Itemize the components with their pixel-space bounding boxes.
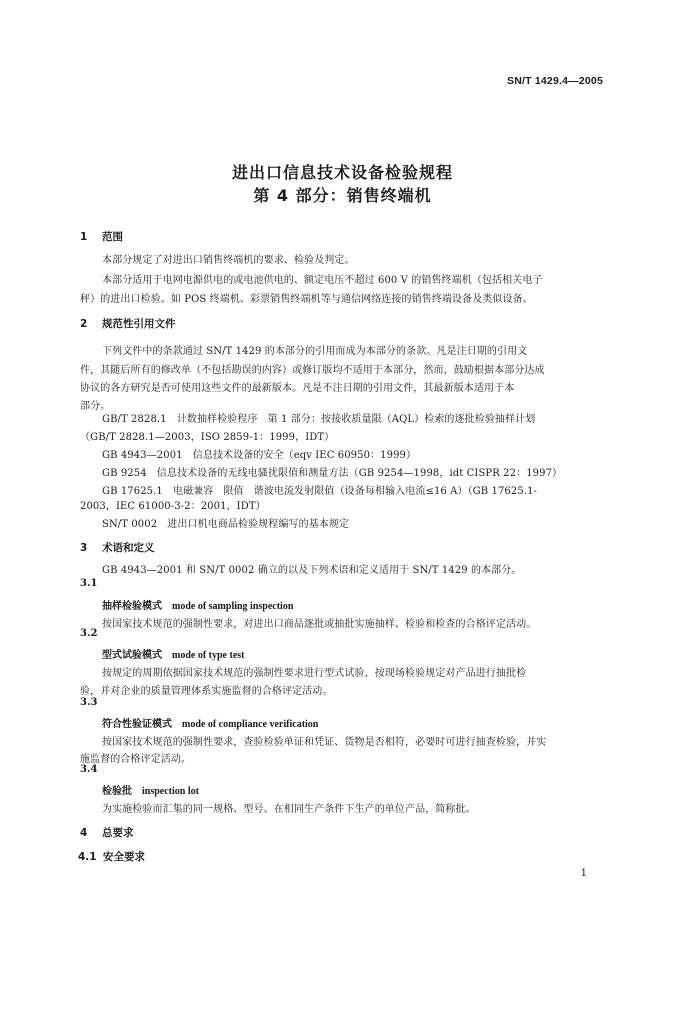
- doc-subtitle: 第 4 部分：销售终端机: [253, 186, 432, 205]
- term-definition: 验，并对企业的质量管理体系实施监督的合格评定活动。: [80, 686, 333, 697]
- paragraph: 协议的各方研究是否可使用这些文件的最新版本。凡是不注日期的引用文件，其最新版本适用于本: [80, 383, 515, 394]
- clause-number: 3.3: [80, 697, 98, 708]
- section-number: 4: [80, 827, 88, 839]
- reference-item: 2003，IEC 61000-3-2：2001，IDT）: [80, 501, 266, 512]
- section-4-heading: [80, 825, 134, 840]
- clause-number: 3.1: [80, 578, 98, 589]
- subsection-4-1-heading: [78, 849, 145, 864]
- term-heading: [102, 646, 244, 661]
- paragraph: 件，其随后所有的修改单（不包括勘误的内容）或修订版均不适用于本部分，然而，鼓励根据本部分达成: [80, 365, 545, 376]
- section-3-heading: [80, 540, 155, 555]
- term-definition: 按规定的周期依据国家技术规范的强制性要求进行型式试验，按现场检验规定对产品进行抽批检: [102, 668, 527, 679]
- term-en: mode of type test: [172, 650, 245, 661]
- section-title: 总要求: [102, 827, 134, 839]
- section-number: 3: [80, 542, 88, 554]
- term-definition: 按国家技术规范的强制性要求，查验检验单证和凭证、货物是否相符，必要时可进行抽查检验，并实: [102, 737, 547, 748]
- term-cn: 符合性验证模式: [102, 719, 172, 730]
- paragraph: 本部分适用于电网电源供电的或电池供电的、额定电压不超过 600 V 的销售终端机（包括相关电子: [102, 275, 543, 286]
- section-title: 规范性引用文件: [102, 318, 176, 330]
- reference-item: （GB/T 2828.1—2003，ISO 2859-1：1999，IDT）: [80, 432, 335, 443]
- section-number: 2: [80, 318, 88, 330]
- term-heading: [102, 597, 293, 612]
- section-1-heading: [80, 229, 123, 244]
- reference-item: GB 17625.1 电磁兼容 限值 谐波电流发射限值（设备每相输入电流≤16 A）（GB 17625.1-: [102, 486, 538, 497]
- term-cn: 抽样检验模式: [102, 601, 162, 612]
- reference-item: SN/T 0002 进出口机电商品检验规程编写的基本规定: [102, 519, 350, 530]
- clause-number: 3.4: [80, 764, 98, 775]
- term-heading: [102, 715, 318, 730]
- term-definition: 施监督的合格评定活动。: [80, 754, 192, 765]
- page-number: 1: [580, 868, 587, 879]
- reference-item: GB 4943—2001 信息技术设备的安全（eqv IEC 60950：1999）: [102, 450, 417, 461]
- section-2-heading: [80, 316, 176, 331]
- section-title: 术语和定义: [102, 542, 155, 554]
- term-definition: 按国家技术规范的强制性要求，对进出口商品逐批或抽批实施抽样、检验和检查的合格评定活动。: [102, 619, 537, 630]
- term-definition: 为实施检验而汇集的同一规格、型号、在相同生产条件下生产的单位产品，简称批。: [102, 804, 476, 815]
- section-number: 1: [80, 231, 88, 243]
- term-heading: [102, 782, 199, 797]
- paragraph: 部分。: [80, 401, 111, 412]
- term-en: mode of sampling inspection: [172, 601, 294, 612]
- paragraph: 下列文件中的条款通过 SN/T 1429 的本部分的引用而成为本部分的条款。凡是注日期的引用文: [102, 346, 528, 357]
- paragraph: 本部分规定了对进出口销售终端机的要求、检验及判定。: [102, 255, 355, 266]
- paragraph: 秤）的进出口检验。如 POS 终端机、彩票销售终端机等与通信网络连接的销售终端设备及类似设备。: [80, 294, 533, 305]
- section-title: 范围: [102, 231, 123, 243]
- term-en: mode of compliance verification: [182, 719, 319, 730]
- subsection-number: 4.1: [78, 851, 97, 863]
- paragraph: GB 4943—2001 和 SN/T 0002 确立的以及下列术语和定义适用于 SN/T 1429 的本部分。: [102, 565, 522, 576]
- doc-title: 进出口信息技术设备检验规程: [231, 163, 453, 182]
- reference-item: GB/T 2828.1 计数抽样检验程序 第 1 部分：按接收质量限（AQL）检索的逐批检验抽样计划: [102, 414, 536, 425]
- term-en: inspection lot: [142, 786, 199, 797]
- clause-number: 3.2: [80, 628, 98, 639]
- term-cn: 检验批: [102, 786, 132, 797]
- standard-number: SN/T 1429.4—2005: [506, 75, 603, 87]
- subsection-title: 安全要求: [103, 851, 145, 863]
- term-cn: 型式试验模式: [102, 650, 162, 661]
- reference-item: GB 9254 信息技术设备的无线电骚扰限值和测量方法（GB 9254—1998，idt CISPR 22：1997）: [102, 468, 563, 479]
